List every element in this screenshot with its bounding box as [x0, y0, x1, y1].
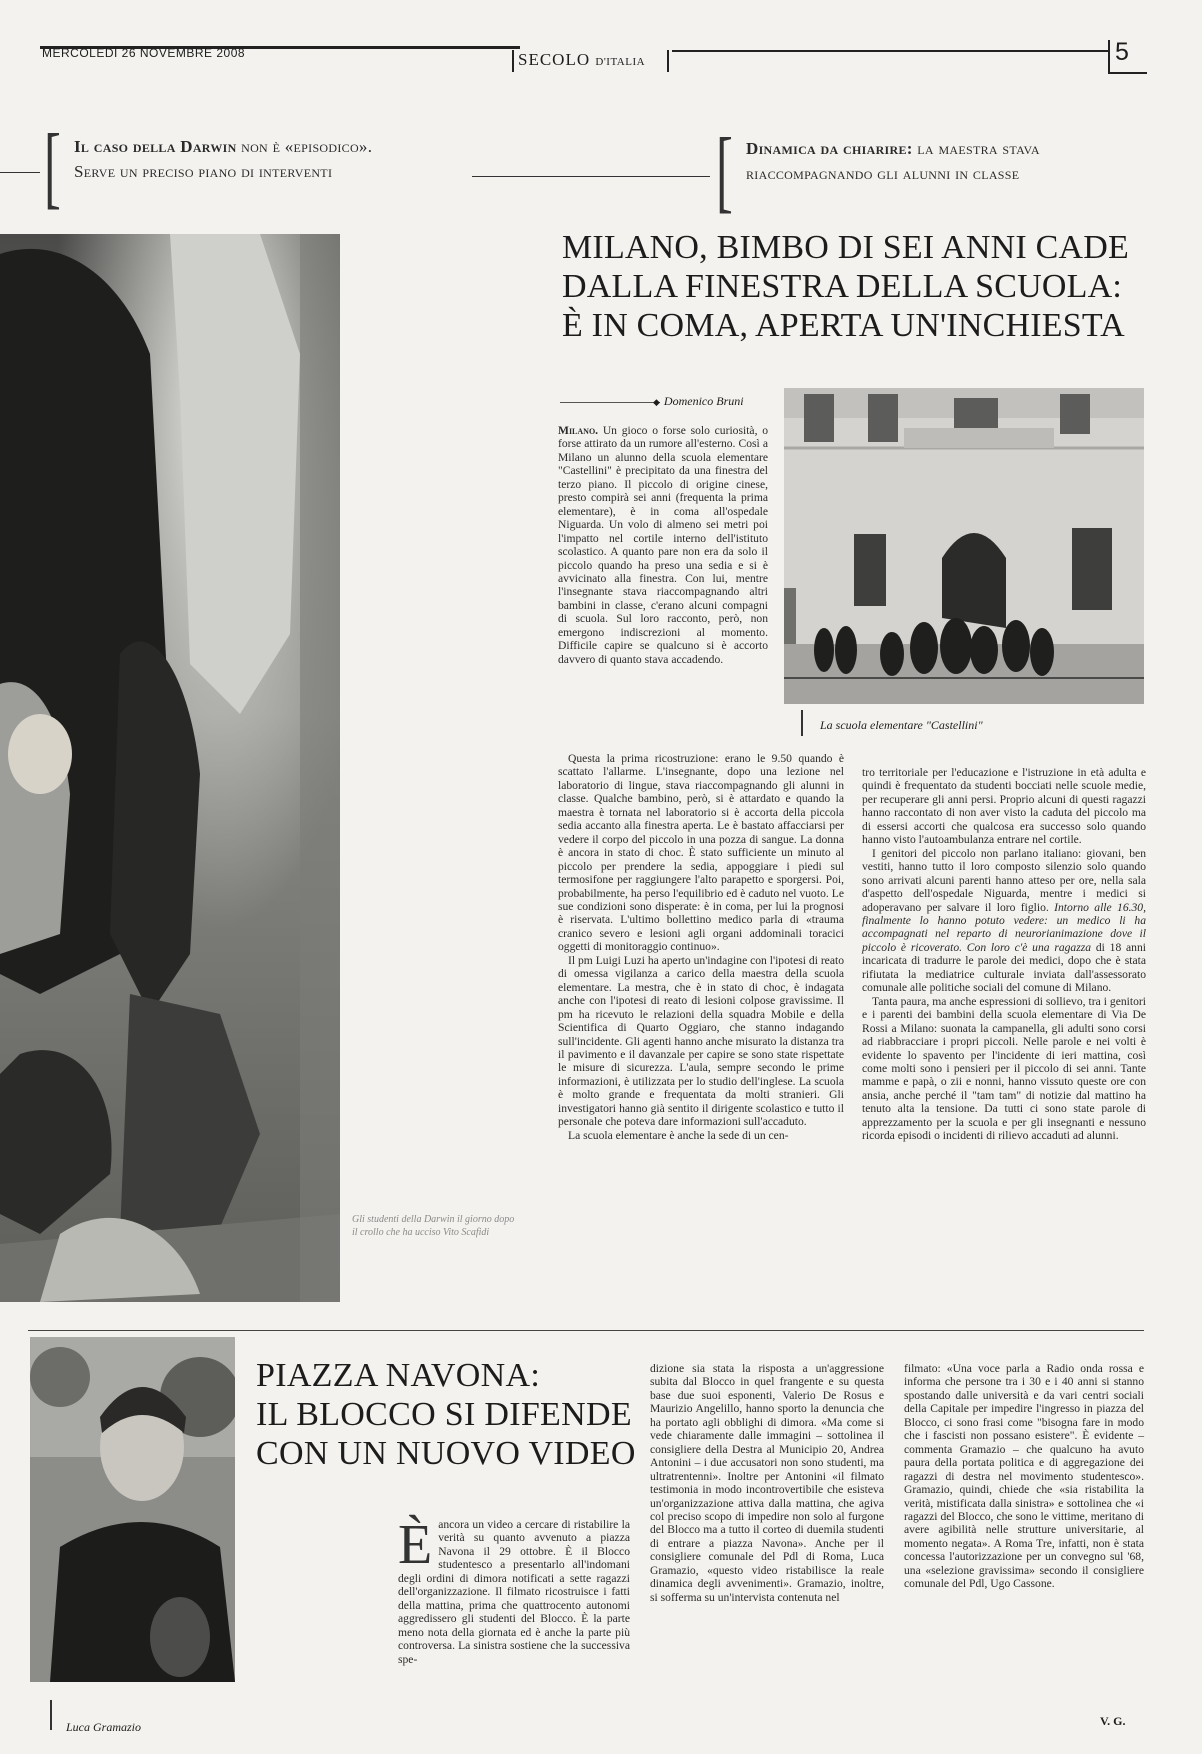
article-paragraph: Questa la prima ricostruzione: erano le 9.50 quando è scattato l'allarme. L'insegnante, dopo una lezione nel laboratorio di lingue, stava riaccompagnando gli alunni in classe. Qualche bambino, però, si è attardato e quando la maestra è tornata nel laboratorio si è accorta della piccola sedia accanto alla finestra aperta. Le è bastato affacciarsi per vedere il corpo del piccolo in una pozza di sangue. La donna è ancora in stato di choc. È stato sufficiente un minuto al piccolo per prendere la sedia, appoggiare i piedi sul termosifone per raggiungere l'alto parapetto e sporgersi. Poi, probabilmente, ha perso l'equilibrio ed è caduto nel vuoto. Le sue condizioni sono disperate: è in coma, per lui la prognosi è riservata. L'ultimo bollettino medico parla di «trauma cranico severo e lesioni agli organi addominali toracici oggetti di monitoraggio continuo». — [558, 752, 844, 954]
article-paragraph: Il pm Luigi Luzi ha aperto un'indagine con l'ipotesi di reato di omessa vigilanza a carico della maestra della scuola elementare. La mestra, che è in stato di choc, è indagata anche con l'ipotesi di reato di lesioni colpose gravissime. Il pm ha ricevuto le relazioni della squadra Mobile e della Scientifica di Quarto Oggiaro, che stanno indagando sull'incidente. Gli agenti hanno anche misurato la distanza tra il pavimento e il davanzale per capire se sono state rispettate le misure di sicurezza. L'aula, sempre secondo le prime informazioni, è utilizzata per lo studio dell'inglese. La scuola è molto grande e frequentata da molti stranieri. Gli investigatori hanno già sentito il dirigente scolastico e tutto il personale che poteva dare informazioni sull'accaduto. — [558, 953, 844, 1129]
article-column-3 — [862, 766, 1146, 1143]
second-headline-line: CON UN NUOVO VIDEO — [256, 1435, 636, 1472]
article-paragraph: dizione sia stata la risposta a un'aggressione subita dal Blocco in quel frangente e su questa base due suoi esponenti, Valerio De Rosus e Maurizio Angelillo, hanno sporto la denuncia che ha portato agli obblighi di dimora. «Ma come si vede chiaramente dalle immagini – sottolinea il consigliere della Destra al Municipio 20, Andrea Antonini – i due accusatori non sono studenti, ma ultratrentenni». Inoltre per Antonini «il filmato testimonia in modo incontrovertibile che esisteva un'organizzazione attiva dalla mattina, che agiva col preciso scopo di impedire non solo al furgone del Blocco ma a tutto il corteo di duemila studenti di entrare a piazza Navona». Anche per il consigliere comunale del Pdl di Roma, Luca Gramazio, «questo video ristabilisce la reale dinamica degli avvenimenti». Gramazio, inoltre, si sofferma su un'intervista contenuta nel — [650, 1362, 884, 1604]
main-headline-line: È IN COMA, APERTA UN'INCHIESTA — [562, 307, 1125, 344]
section-separator — [28, 1330, 1144, 1331]
second-headline-line: IL BLOCCO SI DIFENDE — [256, 1396, 632, 1433]
second-article-column-2 — [650, 1362, 884, 1604]
article-column-1 — [558, 424, 768, 666]
brand-bar-right — [667, 50, 669, 72]
kicker-left — [74, 134, 494, 184]
school-building-photo — [784, 388, 1144, 704]
article-paragraph: Tanta paura, ma anche espressioni di sollievo, tra i genitori e i parenti dei bambini della scuola elementare di Via De Rossi a Milano: suonata la campanella, gli adulti sono corsi ad riabbracciare i propri piccoli. Nelle parole e nei volti è evidente lo spavento per l'incidente di ieri mattina, così come molti sono i pensieri per il piccolo di sei anni. Tante mamme e papà, o zii e nonni, hanno vissuto queste ore con ansia, anche perché il "tam tam" di notizie dal mattino ha tenuto alta la tensione. Da tutti ci sono state parole di apprezzamento per la scuola e per gli insegnanti e nessuno ricorda episodi o incidenti di rilievo accaduti ad alunni. — [862, 994, 1146, 1143]
portrait-caption-bar — [50, 1700, 52, 1730]
second-article-column-1 — [398, 1514, 630, 1666]
portrait-photo — [30, 1337, 235, 1682]
kicker-right — [746, 136, 1156, 186]
paragraph-text-italic: Intorno alle 16.30, finalmente lo hanno potuto vedere: un medico li ha accompagnati nel reparto di neurorianimazione dove il piccolo è ricoverato. Con loro c'è una ragazza — [862, 900, 1147, 954]
dropcap: È — [398, 1514, 433, 1576]
second-headline-line: PIAZZA NAVONA: — [256, 1357, 541, 1394]
dateline: Milano. — [558, 424, 599, 437]
second-article-column-3 — [904, 1362, 1144, 1591]
paragraph-text: di 18 anni incaricata di tradurre le parole dei medici, dopo che è stata rifiutata la mediatrice culturale inviata dall'assessorato comunale alle politiche sociali del comune di Milano. — [862, 940, 1146, 995]
masthead-brand — [518, 50, 645, 70]
brand-sub: D'ITALIA — [595, 56, 646, 68]
main-headline-line: DALLA FINESTRA DELLA SCUOLA: — [562, 268, 1123, 305]
masthead-rule-right — [672, 50, 1110, 52]
paragraph-text: ancora un video a cercare di ristabilire la verità su quanto avvenuto a piazza Navona il 29 ottobre. È il Blocco studentesco a presentarlo all'indomani degli ordini di dimora notificati a sette ragazzi dell'organizzazione. Il filmato ricostruisce i fatti della mattina, prima che quattrocento autonomi aggredissero gli studenti del Blocco. È la parte meno nota della giornata ed è anche la parte più controversa. La sinistra sostiene che la successiva spe- — [398, 1518, 630, 1666]
article-paragraph: tro territoriale per l'educazione e l'istruzione in età adulta e quindi è frequentato da studenti bocciati nelle scuole medie, per recuperare gli anni persi. Proprio alcuni di questi ragazzi hanno raccontato di non aver visto la caduta del piccolo ma di essersi accorti che qualcosa era successo solo quando hanno visto l'autoambulanza entrare nel cortile. — [862, 766, 1146, 847]
article-paragraph — [862, 847, 1146, 995]
brand-bar-left — [512, 50, 514, 72]
main-headline — [562, 228, 1152, 345]
kicker-left-line2: Serve un preciso piano di interventi — [74, 162, 333, 181]
kicker-left-bold: Il caso della Darwin — [74, 137, 237, 156]
article-paragraph: filmato: «Una voce parla a Radio onda rossa e informa che persone tra i 30 e i 40 anni si stanno spostando dalle università e da vari centri sociali della Capitale per impedire l'ingresso in piazza del Blocco, ci sono frasi come "bisogna fare in modo che i fascisti non possano esistere". È evidente – commenta Gramazio – che qualcuno ha avuto paura della portata politica e di aggregazione dei ragazzi di destra nel movimento studentesco». Gramazio, quindi, chiede che «sia ristabilita la verità, mistificata dalla sinistra» e sottolinea che «i ragazzi del Blocco, che sono le vittime, meritano di avere agibilità nelle strutture universitarie, al momento negata». A Roma Tre, infatti, non è stata concessa l'autorizzazione per un convegno sul '68, una «selezione gravissima» secondo il consigliere comunale del Pdl, Ugo Cassone. — [904, 1362, 1144, 1591]
brand-name: SECOLO — [518, 50, 591, 69]
school-photo — [784, 388, 1144, 704]
photo-caption-bar — [338, 1218, 339, 1270]
diamond-icon: ◆ — [653, 397, 660, 407]
byline — [653, 394, 744, 409]
kicker-left-rest: non è «episodico». — [236, 137, 373, 156]
school-caption: La scuola elementare "Castellini" — [820, 718, 983, 732]
school-caption-bar — [801, 710, 803, 736]
kicker-mid-rule — [472, 176, 710, 177]
kicker-left-rule — [0, 172, 40, 173]
paragraph-text: I genitori del piccolo non parlano italiano: giovani, ben vestiti, hanno tutto il loro composto silenzio solo quando sono arrivati alcuni parenti hanno atteso per ore, nella sala d'aspetto dell'ospedale Niguarda, mentre i medici si adoperavano per salvare il loro figlio. — [862, 846, 1146, 914]
kicker-right-bold: Dinamica da chiarire: — [746, 139, 913, 158]
paragraph-text: Un gioco o forse solo curiosità, o forse attirato da un rumore all'esterno. Così a Milano un alunno della scuola elementare "Castellini" è precipitato da una finestra del terzo piano. Il piccolo di origine cinese, presto compirà sei anni (frequenta la prima elementare), è in coma all'ospedale Niguarda. Un volo di almeno sei metri poi l'impatto nel cortile interno dell'istituto scolastico. A quanto pare non era da solo il piccolo quando ha preso una sedia e si è avvicinato alla finestra. Con lui, mentre l'insegnante stava riaccompagnando altri bambini in classe, c'erano alcuni compagni di scuola. Sul loro racconto, però, non emergono indiscrezioni al momento. Difficile capire se qualcuno si è accorto davvero di quanto stava accadendo. — [558, 424, 769, 666]
students-photo — [0, 234, 340, 1302]
article-paragraph — [398, 1514, 630, 1666]
portrait-caption: Luca Gramazio — [66, 1720, 142, 1734]
photo-caption: Gli studenti della Darwin il giorno dopo il crollo che ha ucciso Vito Scafidi — [352, 1214, 515, 1238]
masthead-date: MERCOLEDÌ 26 NOVEMBRE 2008 — [42, 46, 246, 60]
main-photo — [0, 234, 340, 1302]
kicker-right-bracket: [ — [716, 119, 733, 221]
kicker-left-bracket: [ — [44, 115, 61, 217]
byline-rule — [560, 402, 660, 403]
signature: V. G. — [1100, 1714, 1126, 1728]
second-headline — [256, 1356, 656, 1473]
article-paragraph: La scuola elementare è anche la sede di un cen- — [568, 1128, 789, 1142]
kicker-right-rest: la maestra stava — [912, 139, 1040, 158]
main-headline-line: MILANO, BIMBO DI SEI ANNI CADE — [562, 229, 1129, 266]
article-paragraph — [558, 424, 768, 666]
portrait-image — [30, 1337, 235, 1682]
kicker-right-line2: riaccompagnando gli alunni in classe — [746, 164, 1020, 183]
article-column-2 — [558, 752, 844, 1142]
byline-author: Domenico Bruni — [663, 394, 744, 408]
page-number: 5 — [1115, 38, 1129, 66]
